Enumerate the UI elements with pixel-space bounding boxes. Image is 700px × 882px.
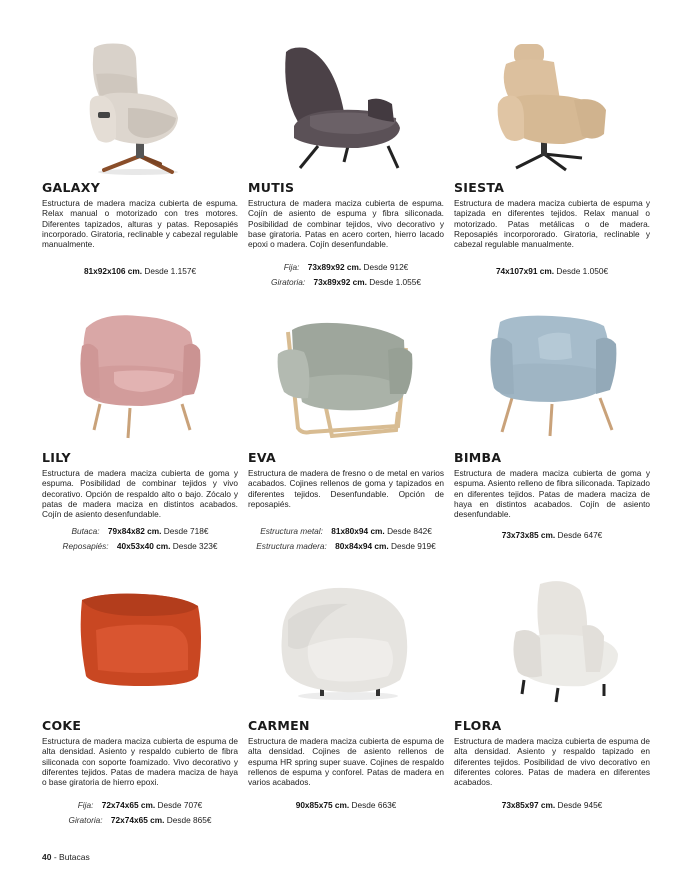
price-value: Desde 912€ [363,262,409,272]
price-dimensions: 80x84x94 cm. [335,541,389,551]
price-line [248,798,444,813]
mutis-armchair-image [248,38,444,176]
price-value: Desde 1.157€ [144,266,197,276]
price-value: Desde 1.055€ [369,277,421,287]
product-name: COKE [42,718,82,733]
price-dimensions: 81x80x94 cm. [331,526,385,536]
lily-armchair-image [42,308,238,446]
price-list [42,264,238,279]
price-list [454,264,650,279]
price-label: Estructura madera: [256,541,327,551]
price-dimensions: 73x89x92 cm. [313,277,367,287]
price-value: Desde 1.050€ [556,266,609,276]
page-number: 40 [42,852,52,862]
price-dimensions: 73x85x97 cm. [501,800,556,810]
product-description: Estructura de madera maciza cubierta de espuma. Cojín de asiento de espuma y fibra siliconada. Posibilidad de combinar tejidos, vivo decorativo y base giratoria. Patas en acero corten, hierro lacado epoxi o madera. Cojín desenfundable. [248,198,444,250]
price-dimensions: 79x84x82 cm. [107,526,162,536]
price-line [248,260,444,275]
price-line [248,275,444,290]
product-description: Estructura de madera de fresno o de metal en varios acabados. Cojines rellenos de goma y tapizados en diferentes tejidos. Desenfundable. Opción de reposapiés. [248,468,444,509]
price-line [248,524,444,539]
price-line [248,539,444,554]
price-list [248,524,444,554]
price-value: Desde 919€ [390,541,436,551]
flora-armchair-image [454,576,650,714]
product-name: EVA [248,450,276,465]
price-line [42,813,238,828]
price-line [42,539,238,554]
page-footer [42,852,90,862]
product-description: Estructura de madera maciza cubierta de goma y espuma. Asiento relleno de fibra siliconada. Tapizado en diferentes tejidos. Patas de madera maciza de haya en distintos acabados. Cojín de asiento desenfundable. [454,468,650,520]
price-value: Desde 647€ [557,530,603,540]
price-label: Fija: [77,800,94,810]
price-dimensions: 74x107x91 cm. [495,266,555,276]
price-label: Giratoria: [271,277,306,287]
price-dimensions: 72x74x65 cm. [110,815,165,825]
product-description: Estructura de madera maciza cubierta de espuma. Relax manual o motorizado con tres motores. Diferentes tapizados, alturas y patas. Reposapiés incorporado. Giratoria, reclinable y cabezal regulable manualmente. [42,198,238,250]
price-dimensions: 72x74x65 cm. [101,800,156,810]
product-name: FLORA [454,718,502,733]
price-list [454,798,650,813]
galaxy-armchair-image [42,38,238,176]
price-dimensions: 90x85x75 cm. [295,800,350,810]
product-description: Estructura de madera maciza cubierta de espuma de alta densidad. Cojines de asiento rellenos de espuma HR spring super suave. Cojines de respaldo rellenos de espuma y conforel. Patas de madera en varios acabados. [248,736,444,788]
price-list [42,798,238,828]
coke-armchair-image [42,576,238,714]
product-description: Estructura de madera maciza cubierta de espuma y tapizada en diferentes tejidos. Relax manual o motorizado. Patas metálicas o de madera. Reposapiés incorpororado. Giratoria, reclinable y cabezal regulable manualmente. [454,198,650,250]
product-name: LILY [42,450,71,465]
product-name: CARMEN [248,718,310,733]
bimba-armchair-image [454,308,650,446]
price-list [42,524,238,554]
price-dimensions: 73x89x92 cm. [307,262,362,272]
product-description: Estructura de madera maciza cubierta de espuma de alta densidad. Asiento y respaldo cubierto de fibra siliconada con soporte foamizado. Vivo decorativo y diferentes tejidos. Patas de madera maciza de haya o base giratoria de hierro epoxi. [42,736,238,788]
product-name: GALAXY [42,180,101,195]
price-line [454,264,650,279]
price-list [248,798,444,813]
product-name: MUTIS [248,180,295,195]
price-value: Desde 663€ [351,800,397,810]
product-name: BIMBA [454,450,502,465]
price-value: Desde 323€ [172,541,218,551]
price-value: Desde 842€ [387,526,432,536]
price-dimensions: 73x73x85 cm. [501,530,556,540]
product-description: Estructura de madera maciza cubierta de espuma de alta densidad. Asiento y respaldo tapizado en diferentes tejidos. Posibilidad de vivo decorativo en diferentes colores. Patas de madera en diferentes acabados. [454,736,650,788]
price-line [454,528,650,543]
carmen-armchair-image [248,576,444,714]
price-list [248,260,444,290]
price-line [42,798,238,813]
price-label: Giratoria: [68,815,103,825]
section-name: - Butacas [53,852,90,862]
price-value: Desde 707€ [157,800,203,810]
price-list [454,528,650,543]
price-label: Estructura metal: [260,526,323,536]
price-label: Butaca: [71,526,100,536]
price-value: Desde 865€ [166,815,212,825]
price-dimensions: 40x53x40 cm. [116,541,171,551]
price-label: Fija: [283,262,300,272]
price-label: Reposapiés: [62,541,109,551]
price-line [42,264,238,279]
price-value: Desde 718€ [163,526,209,536]
price-line [454,798,650,813]
eva-armchair-image [248,308,444,446]
price-line [42,524,238,539]
product-name: SIESTA [454,180,505,195]
price-value: Desde 945€ [557,800,603,810]
product-description: Estructura de madera maciza cubierta de goma y espuma. Posibilidad de combinar tejidos y vivo decorativo. Opción de respaldo alto o bajo. Zócalo y patas de madera maciza en distintos acabados. Cojín de asiento desenfundable. [42,468,238,520]
price-dimensions: 81x92x106 cm. [83,266,143,276]
siesta-armchair-image [454,38,650,176]
